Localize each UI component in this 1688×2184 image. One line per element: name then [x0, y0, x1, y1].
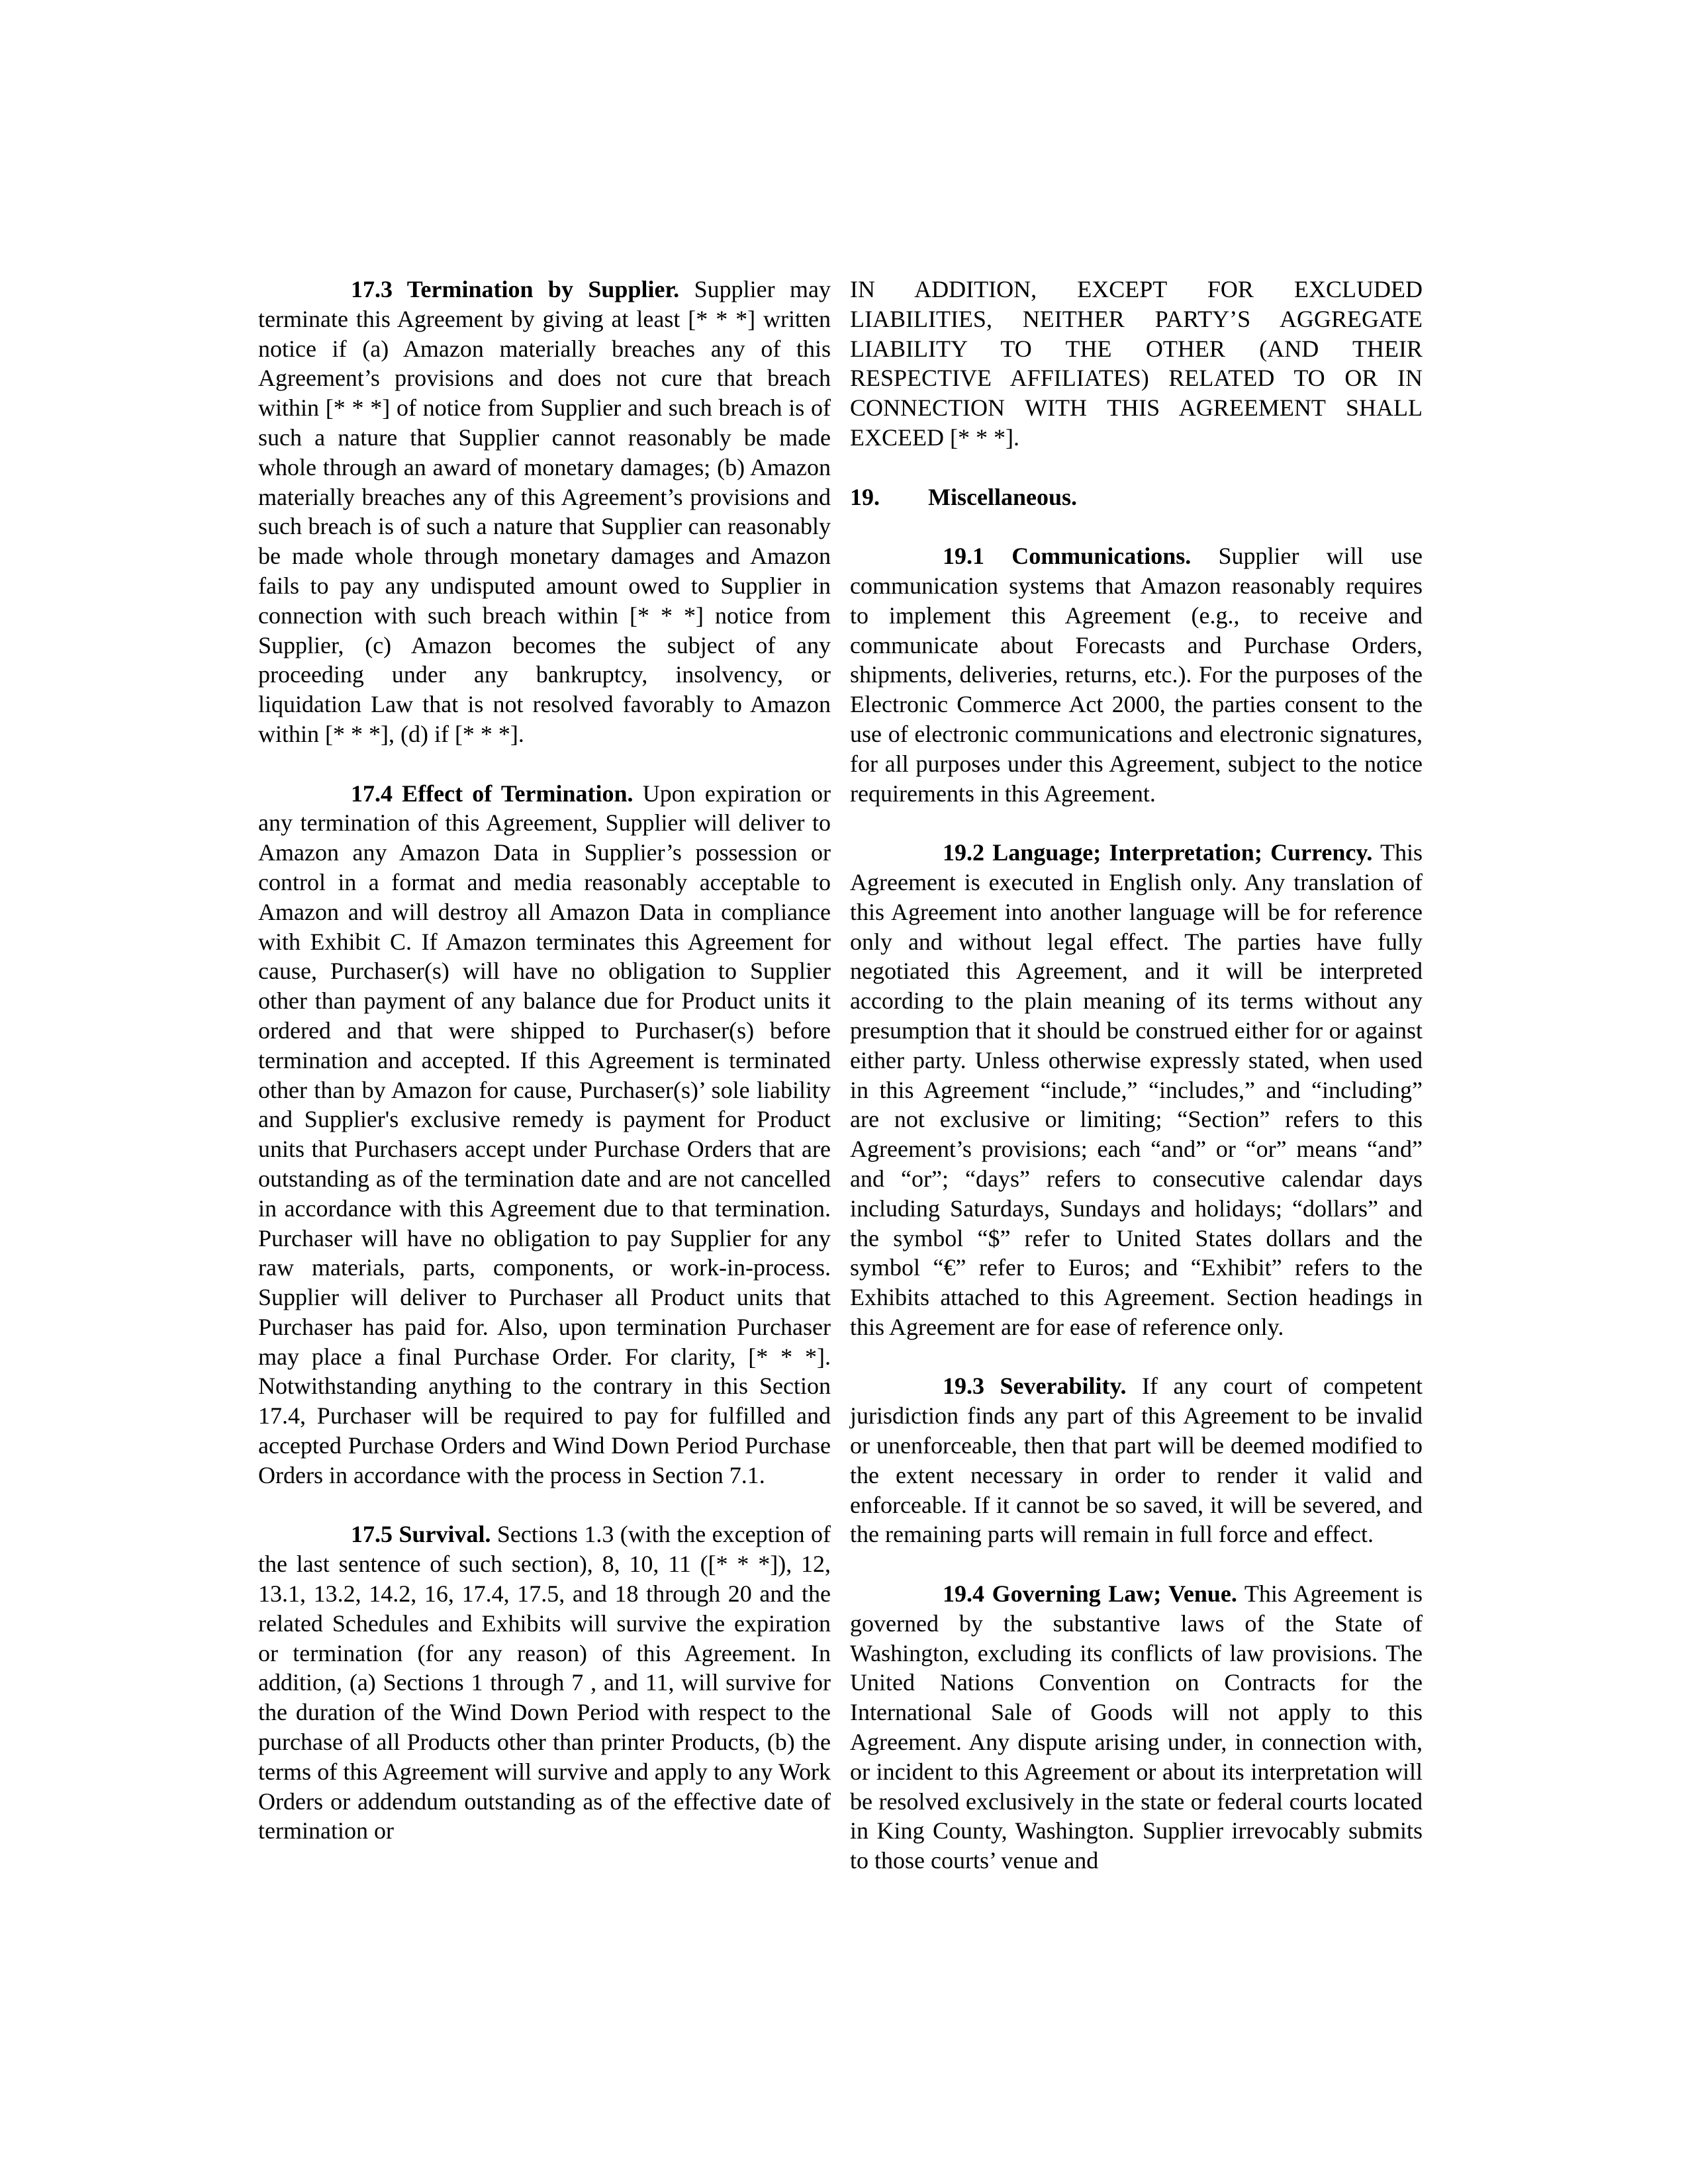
right-column [850, 275, 1423, 1876]
section-19-3 [850, 1371, 1423, 1549]
section-17-4-body: Upon expiration or any termination of this Agreement, Supplier will deliver to Amazon any Amazon Data in Supplier’s possession or control in a format and media reasonably acceptable to Amazon and will destroy all Amazon Data in compliance with Exhibit C. If Amazon terminates this Agreement for cause, Purchaser(s) will have no obligation to Supplier other than payment of any balance due for Product units it ordered and that were shipped to Purchaser(s) before termination and accepted. If this Agreement is terminated other than by Amazon for cause, Purchaser(s)’ sole liability and Supplier's exclusive remedy is payment for Product units that Purchasers accept under Purchase Orders that are outstanding as of the termination date and are not cancelled in accordance with this Agreement due to that termination. Purchaser will have no obligation to pay Supplier for any raw materials, parts, components, or work-in-process. Supplier will deliver to Purchaser all Product units that Purchaser has paid for. Also, upon termination Purchaser may place a final Purchase Order. For clarity, [* * *]. Notwithstanding anything to the contrary in this Section 17.4, Purchaser will be required to pay for fulfilled and accepted Purchase Orders and Wind Down Period Purchase Orders in accordance with the process in Section 7.1. [258, 780, 831, 1488]
section-17-3-heading: 17.3 Termination by Supplier. [351, 276, 680, 302]
section-19-heading [850, 482, 1423, 512]
section-17-5 [258, 1520, 831, 1846]
liability-cap-paragraph: IN ADDITION, EXCEPT FOR EXCLUDED LIABILITIES, NEITHER PARTY’S AGGREGATE LIABILITY TO THE OTHER (AND THEIR RESPECTIVE AFFILIATES) RELATED TO OR IN CONNECTION WITH THIS AGREEMENT SHALL EXCEED [* * *]. [850, 276, 1423, 451]
section-17-4 [258, 779, 831, 1490]
section-19-1-heading: 19.1 Communications. [943, 543, 1192, 570]
section-17-4-heading: 17.4 Effect of Termination. [351, 780, 633, 807]
section-19-2-body: This Agreement is executed in English only. Any translation of this Agreement into another language will be for reference only and without legal effect. The parties have fully negotiated this Agreement, and it will be interpreted according to the plain meaning of its terms without any presumption that it should be construed either for or against either party. Unless otherwise expressly stated, when used in this Agreement “include,” “includes,” and “including” are not exclusive or limiting; “Section” refers to this Agreement’s provisions; each “and” or “or” means “and” and “or”; “days” refers to consecutive calendar days including Saturdays, Sundays and holidays; “dollars” and the symbol “$” refer to United States dollars and the symbol “€” refer to Euros; and “Exhibit” refers to the Exhibits attached to this Agreement. Section headings in this Agreement are for ease of reference only. [850, 839, 1423, 1340]
section-19-4-body: This Agreement is governed by the substantive laws of the State of Washington, excluding its conflicts of law provisions. The United Nations Convention on Contracts for the International Sale of Goods will not apply to this Agreement. Any dispute arising under, in connection with, or incident to this Agreement or about its interpretation will be resolved exclusively in the state or federal courts located in King County, Washington. Supplier irrevocably submits to those courts’ venue and [850, 1580, 1423, 1874]
section-19-2 [850, 838, 1423, 1342]
section-19-2-heading: 19.2 Language; Interpretation; Currency. [943, 839, 1373, 866]
section-17-3-body: Supplier may terminate this Agreement by giving at least [* * *] written notice if (a) Amazon materially breaches any of this Agreement’s provisions and does not cure that breach within [* * *] of notice from Supplier and such breach is of such a nature that Supplier cannot reasonably be made whole through an award of monetary damages; (b) Amazon materially breaches any of this Agreement’s provisions and such breach is of such a nature that Supplier can reasonably be made whole through monetary damages and Amazon fails to pay any undisputed amount owed to Supplier in connection with such breach within [* * *] notice from Supplier, (c) Amazon becomes the subject of any proceeding under any bankruptcy, insolvency, or liquidation Law that is not resolved favorably to Amazon within [* * *], (d) if [* * *]. [258, 276, 831, 747]
section-17-5-heading: 17.5 Survival. [351, 1521, 491, 1548]
section-19-4-heading: 19.4 Governing Law; Venue. [943, 1580, 1237, 1608]
section-19-3-body: If any court of competent jurisdiction finds any part of this Agreement to be invalid or unenforceable, then that part will be deemed modified to the extent necessary in order to render it valid and enforceable. If it cannot be so saved, it will be severed, and the remaining parts will remain in full force and effect. [850, 1373, 1423, 1548]
section-17-5-body: Sections 1.3 (with the exception of the last sentence of such section), 8, 10, 11 ([* * *]), 12, 13.1, 13.2, 14.2, 16, 17.4, 17.5, and 18 through 20 and the related Schedules and Exhibits will survive the expiration or termination (for any reason) of this Agreement. In addition, (a) Sections 1 through 7 , and 11, will survive for the duration of the Wind Down Period with respect to the purchase of all Products other than printer Products, (b) the terms of this Agreement will survive and apply to any Work Orders or addendum outstanding as of the effective date of termination or [258, 1521, 831, 1844]
section-19-1 [850, 541, 1423, 808]
section-19-3-heading: 19.3 Severability. [943, 1373, 1127, 1400]
section-19-title: Miscellaneous. [928, 483, 1077, 510]
section-17-3 [258, 275, 831, 749]
left-column [258, 275, 831, 1846]
section-19-number: 19. [850, 483, 880, 510]
section-19-1-body: Supplier will use communication systems that Amazon reasonably requires to implement this Agreement (e.g., to receive and communicate about Forecasts and Purchase Orders, shipments, deliveries, returns, etc.). For the purposes of the Electronic Commerce Act 2000, the parties consent to the use of electronic communications and electronic signatures, for all purposes under this Agreement, subject to the notice requirements in this Agreement. [850, 543, 1423, 807]
section-19-4 [850, 1579, 1423, 1876]
